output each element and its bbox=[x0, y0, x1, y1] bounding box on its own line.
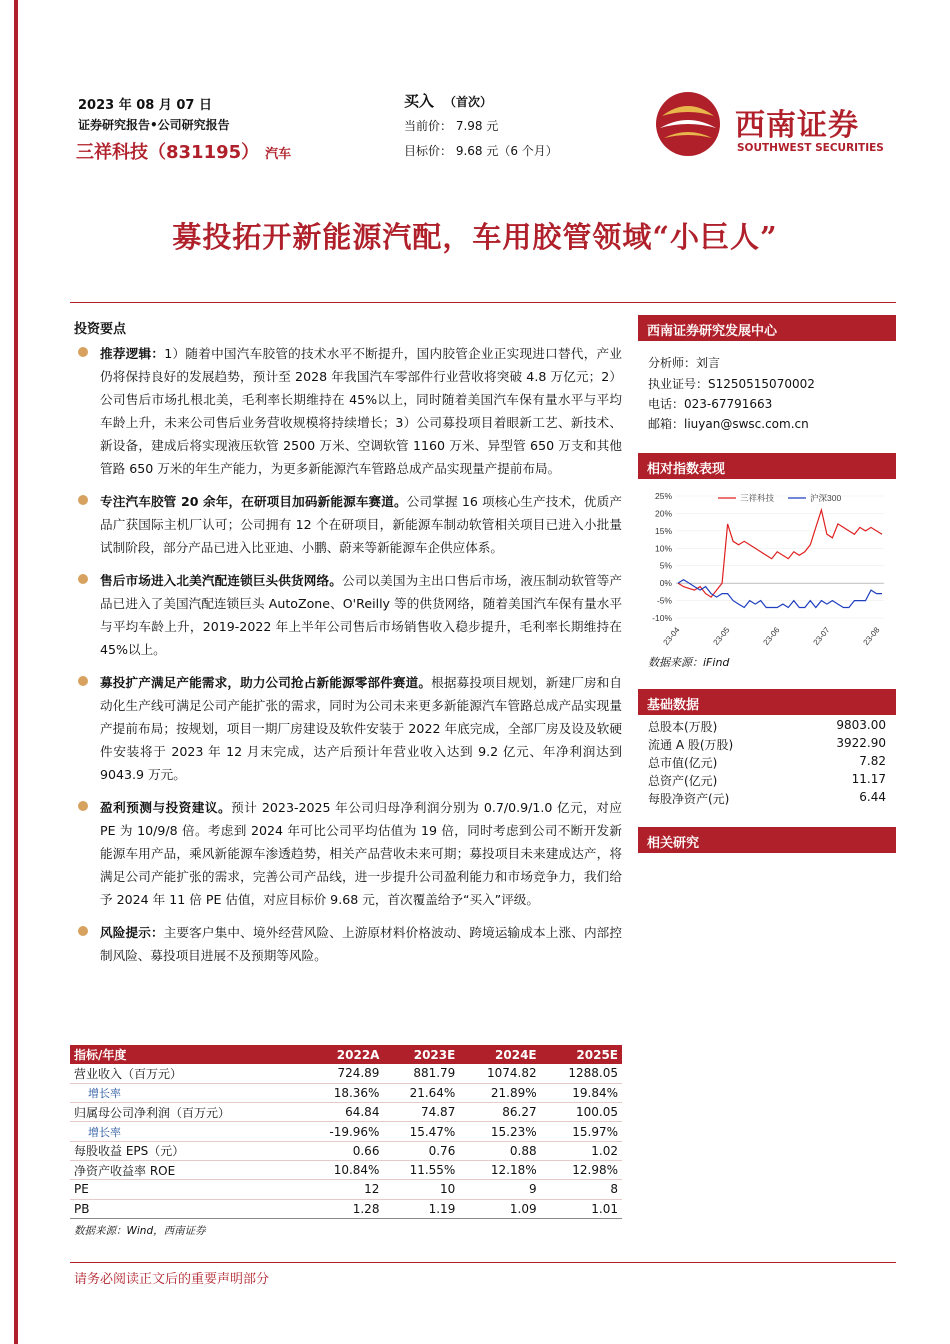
row-label: 增长率 bbox=[70, 1122, 301, 1141]
basic-value: 3922.90 bbox=[836, 736, 886, 750]
analyst: 分析师：刘言 bbox=[648, 356, 721, 370]
table-cell: 19.84% bbox=[541, 1083, 622, 1102]
table-cell: 15.23% bbox=[459, 1122, 540, 1141]
table-cell: 18.36% bbox=[301, 1083, 383, 1102]
footer-disclaimer: 请务必阅读正文后的重要声明部分 bbox=[74, 1272, 270, 1287]
basic-value: 9803.00 bbox=[836, 718, 886, 732]
table-cell: 1.19 bbox=[383, 1199, 459, 1218]
x-tick-label: 23-08 bbox=[861, 625, 882, 647]
table-source: 数据来源：Wind，西南证券 bbox=[74, 1225, 206, 1237]
table-row bbox=[70, 1141, 622, 1160]
basic-row bbox=[648, 718, 886, 735]
basic-row bbox=[648, 790, 886, 807]
bullet-dot-icon bbox=[78, 926, 88, 936]
report-title: 募投拓开新能源汽配，车用胶管领域“小巨人” bbox=[172, 220, 778, 254]
bullet-head: 盈利预测与投资建议。 bbox=[100, 800, 232, 815]
chart-header: 相对指数表现 bbox=[638, 453, 896, 479]
bullet-head: 专注汽车胶管 20 余年，在研项目加码新能源车赛道。 bbox=[100, 494, 407, 509]
column-header: 2023E bbox=[383, 1045, 459, 1064]
series-line bbox=[678, 510, 882, 597]
y-tick-label: 25% bbox=[654, 491, 672, 501]
bullet-dot-icon bbox=[78, 801, 88, 811]
rating-note: （首次） bbox=[444, 95, 493, 109]
report-type: 证券研究报告•公司研究报告 bbox=[78, 118, 230, 132]
table-row bbox=[70, 1180, 622, 1199]
column-header: 2022A bbox=[301, 1045, 383, 1064]
table-row bbox=[70, 1199, 622, 1218]
table-cell: 86.27 bbox=[459, 1103, 540, 1122]
table-cell: 10.84% bbox=[301, 1160, 383, 1179]
left-border bbox=[14, 0, 18, 1344]
table-cell: 12 bbox=[301, 1180, 383, 1199]
basic-value: 6.44 bbox=[859, 790, 886, 804]
bullet-body: 预计 2023-2025 年公司归母净利润分别为 0.7/0.9/1.0 亿元，对应 PE 为 10/9/8 倍。考虑到 2024 年可比公司平均估值为 19 倍，同时考虑到公司不断开发新能源车用产品，乘风新能源车渗透趋势，相关产品营收未来可期；募投项目未来建成达产，将满足公司产能扩张的需求，完善公司产品线，进一步提升公司盈利能力和市场竞争力，我们给予 2024 年 11 倍 PE 估值，对应目标价 9.68 元，首次覆盖给予“买入”评级。 bbox=[100, 800, 623, 907]
report-date: 2023 年 08 月 07 日 bbox=[78, 98, 212, 113]
table-cell: 1074.82 bbox=[459, 1064, 540, 1083]
table-cell: 1.02 bbox=[541, 1141, 622, 1160]
bullet-head: 募投扩产满足产能需求，助力公司抢占新能源零部件赛道。 bbox=[100, 675, 432, 690]
legend-label: 沪深300 bbox=[810, 493, 842, 503]
table-cell: 15.47% bbox=[383, 1122, 459, 1141]
bullet-item bbox=[74, 921, 622, 967]
bullet-item bbox=[74, 569, 622, 661]
rating bbox=[404, 90, 492, 111]
table-row bbox=[70, 1122, 622, 1141]
basic-value: 11.17 bbox=[851, 772, 886, 786]
row-label: PE bbox=[70, 1180, 301, 1199]
license: 执业证号：S1250515070002 bbox=[648, 377, 815, 391]
x-tick-label: 23-05 bbox=[711, 625, 732, 647]
y-tick-label: -5% bbox=[656, 595, 672, 606]
bullet-item bbox=[74, 490, 622, 559]
table-cell: 0.88 bbox=[459, 1141, 540, 1160]
bullet-dot-icon bbox=[78, 574, 88, 584]
table-row bbox=[70, 1064, 622, 1083]
table-cell: 10 bbox=[383, 1180, 459, 1199]
table-cell: 100.05 bbox=[541, 1103, 622, 1122]
bullet-item bbox=[74, 796, 622, 911]
table-cell: 21.89% bbox=[459, 1083, 540, 1102]
table-cell: 1288.05 bbox=[541, 1064, 622, 1083]
chart-source: 数据来源：iFind bbox=[648, 656, 730, 669]
bullet-head: 推荐逻辑： bbox=[100, 346, 165, 361]
financial-table bbox=[70, 1045, 622, 1219]
table-cell: 881.79 bbox=[383, 1064, 459, 1083]
rating-value: 买入 bbox=[404, 92, 435, 110]
table-cell: 1.09 bbox=[459, 1199, 540, 1218]
y-tick-label: 10% bbox=[654, 543, 672, 554]
table-cell: 21.64% bbox=[383, 1083, 459, 1102]
company-name bbox=[76, 138, 291, 164]
section-title: 投资要点 bbox=[74, 322, 127, 337]
column-header: 2025E bbox=[541, 1045, 622, 1064]
basic-key: 总资产(亿元) bbox=[648, 774, 718, 788]
y-tick-label: 20% bbox=[654, 508, 672, 519]
basic-value: 7.82 bbox=[859, 754, 886, 768]
research-center-header: 西南证券研究发展中心 bbox=[638, 315, 896, 341]
table-header-row bbox=[70, 1045, 622, 1064]
table-cell: 8 bbox=[541, 1180, 622, 1199]
target-price: 目标价： 9.68 元（6 个月） bbox=[404, 144, 558, 158]
relative-index-chart bbox=[640, 486, 892, 652]
table-cell: 0.66 bbox=[301, 1141, 383, 1160]
phone: 电话：023-67791663 bbox=[648, 397, 773, 411]
series-line bbox=[678, 580, 882, 608]
row-label: 每股收益 EPS（元） bbox=[70, 1141, 301, 1160]
bullet-dot-icon bbox=[78, 495, 88, 505]
bullet-body: 公司掌握 16 项核心生产技术，优质产品广获国际主机厂认可；公司拥有 12 个在研项目，新能源车制动软管相关项目已进入小批量试制阶段，部分产品已进入比亚迪、小鹏、蔚来等新能源车企供应体系。 bbox=[100, 494, 622, 555]
basic-row bbox=[648, 736, 886, 753]
table-cell: 11.55% bbox=[383, 1160, 459, 1179]
company-label: 三祥科技（831195） bbox=[76, 142, 260, 163]
bullet-item bbox=[74, 671, 622, 786]
table-cell: 12.18% bbox=[459, 1160, 540, 1179]
x-tick-label: 23-04 bbox=[661, 625, 682, 647]
column-header: 指标/年度 bbox=[70, 1045, 301, 1064]
row-label: 营业收入（百万元） bbox=[70, 1064, 301, 1083]
basic-data-header: 基础数据 bbox=[638, 689, 896, 715]
table-cell: 724.89 bbox=[301, 1064, 383, 1083]
table-cell: 64.84 bbox=[301, 1103, 383, 1122]
table-cell: 15.97% bbox=[541, 1122, 622, 1141]
y-tick-label: 15% bbox=[654, 525, 672, 536]
y-tick-label: 0% bbox=[659, 578, 672, 589]
basic-key: 流通 A 股(万股) bbox=[648, 738, 734, 752]
bullet-list bbox=[74, 342, 622, 977]
logo-en: SOUTHWEST SECURITIES bbox=[737, 142, 884, 154]
x-tick-label: 23-07 bbox=[811, 625, 832, 647]
table-cell: 1.28 bbox=[301, 1199, 383, 1218]
row-label: 归属母公司净利润（百万元） bbox=[70, 1103, 301, 1122]
industry-label: 汽车 bbox=[265, 147, 292, 162]
column-header: 2024E bbox=[459, 1045, 540, 1064]
row-label: 增长率 bbox=[70, 1083, 301, 1102]
table-cell: -19.96% bbox=[301, 1122, 383, 1141]
bullet-item bbox=[74, 342, 622, 480]
bullet-body: 主要客户集中、境外经营风险、上游原材料价格波动、跨境运输成本上涨、内部控制风险、募投项目进展不及预期等风险。 bbox=[100, 925, 623, 963]
divider bbox=[70, 302, 896, 303]
row-label: 净资产收益率 ROE bbox=[70, 1160, 301, 1179]
legend-label: 三祥科技 bbox=[740, 493, 775, 503]
table-cell: 74.87 bbox=[383, 1103, 459, 1122]
bullet-dot-icon bbox=[78, 347, 88, 357]
table-cell: 0.76 bbox=[383, 1141, 459, 1160]
bullet-body: 公司以美国为主出口售后市场，液压制动软管等产品已进入了美国汽配连锁巨头 AutoZone、O'Reilly 等的供货网络，随着美国汽车保有量水平与平均车龄上升，2019-2022 年上半年公司售后市场销售收入稳步提升，毛利率长期维持在 45%以上。 bbox=[100, 573, 623, 657]
bullet-dot-icon bbox=[78, 676, 88, 686]
logo-cn: 西南证券 bbox=[735, 108, 859, 143]
table-cell: 12.98% bbox=[541, 1160, 622, 1179]
bullet-head: 风险提示： bbox=[100, 925, 164, 940]
row-label: PB bbox=[70, 1199, 301, 1218]
table-cell: 9 bbox=[459, 1180, 540, 1199]
basic-key: 总市值(亿元) bbox=[648, 756, 718, 770]
x-tick-label: 23-06 bbox=[761, 625, 782, 647]
basic-row bbox=[648, 772, 886, 789]
email-link[interactable]: 邮箱：liuyan@swsc.com.cn bbox=[648, 417, 809, 431]
basic-key: 总股本(万股) bbox=[648, 720, 718, 734]
table-row bbox=[70, 1103, 622, 1122]
current-price: 当前价： 7.98 元 bbox=[404, 119, 499, 133]
bullet-body: 根据募投项目规划，新建厂房和自动化生产线可满足公司产能扩张的需求，同时为公司未来更多新能源汽车管路总成产品实现量产提前布局；按规划，项目一期厂房建设及软件安装于 2022 年底完成，全部厂房及设及软硬件安装将于 2023 年 12 月末完成，达产后预计年营业收入达到 9.2 亿元、年净利润达到 9043.9 万元。 bbox=[100, 675, 623, 782]
table-row bbox=[70, 1160, 622, 1179]
footer-divider bbox=[70, 1262, 896, 1263]
bullet-head: 售后市场进入北美汽配连锁巨头供货网络。 bbox=[100, 573, 342, 588]
bullet-body: 1）随着中国汽车胶管的技术水平不断提升，国内胶管企业正实现进口替代，产业仍将保持良好的发展趋势，预计至 2028 年我国汽车零部件行业营收将突破 4.8 万亿元；2）公司售后市场扎根北美，毛利率长期维持在 45%以上，同时随着美国汽车保有量水平与平均车龄上升，未来公司售后业务营收规模将持续增长；3）公司募投项目着眼新工艺、新技术、新设备，建成后将实现液压软管 2500 万米、空调软管 1160 万米、异型管 650 万支和其他管路 650 万米的年生产能力，为更多新能源汽车管路总成产品实现量产提前布局。 bbox=[100, 346, 622, 476]
table-row bbox=[70, 1083, 622, 1102]
y-tick-label: 5% bbox=[659, 560, 672, 571]
y-tick-label: -10% bbox=[652, 613, 672, 623]
basic-row bbox=[648, 754, 886, 771]
table-cell: 1.01 bbox=[541, 1199, 622, 1218]
related-research-header: 相关研究 bbox=[638, 827, 896, 853]
basic-key: 每股净资产(元) bbox=[648, 792, 730, 806]
